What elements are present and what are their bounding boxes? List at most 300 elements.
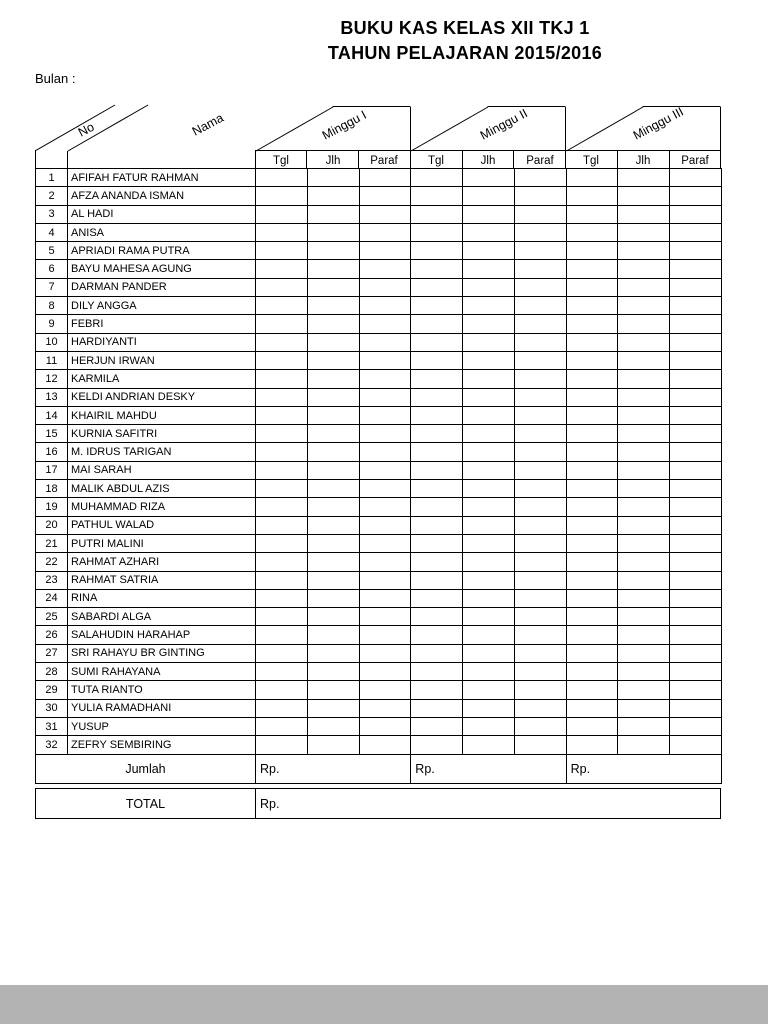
row-number-cell: 20	[36, 516, 68, 534]
week-entry-cell	[514, 461, 566, 479]
week-entry-cell	[514, 315, 566, 333]
row-number-cell: 25	[36, 608, 68, 626]
jumlah-week2-currency: Rp.	[411, 754, 566, 783]
week-entry-cell	[359, 608, 411, 626]
week-entry-cell	[463, 681, 515, 699]
week-entry-cell	[307, 425, 359, 443]
week-entry-cell	[411, 205, 463, 223]
week-entry-cell	[256, 534, 308, 552]
jumlah-label: Jumlah	[36, 754, 256, 783]
week-entry-cell	[256, 205, 308, 223]
week-entry-cell	[463, 461, 515, 479]
week-entry-cell	[411, 461, 463, 479]
week-entry-cell	[411, 608, 463, 626]
week-entry-cell	[463, 278, 515, 296]
week-entry-cell	[670, 608, 722, 626]
week-entry-cell	[670, 663, 722, 681]
table-row	[36, 443, 722, 461]
table-row	[36, 406, 722, 424]
week-entry-cell	[618, 388, 670, 406]
week-entry-cell	[618, 553, 670, 571]
week-entry-cell	[670, 571, 722, 589]
row-number-cell: 1	[36, 169, 68, 187]
week-entry-cell	[566, 278, 618, 296]
week-entry-cell	[618, 480, 670, 498]
week-entry-cell	[463, 205, 515, 223]
week-entry-cell	[618, 169, 670, 187]
week-entry-cell	[411, 443, 463, 461]
week-entry-cell	[463, 370, 515, 388]
week-entry-cell	[256, 187, 308, 205]
week-entry-cell	[307, 443, 359, 461]
week-entry-cell	[411, 717, 463, 735]
week-entry-cell	[411, 187, 463, 205]
week-entry-cell	[514, 242, 566, 260]
week-entry-cell	[566, 333, 618, 351]
week-entry-cell	[256, 663, 308, 681]
week-entry-cell	[618, 205, 670, 223]
week-entry-cell	[670, 681, 722, 699]
week-entry-cell	[670, 333, 722, 351]
week-entry-cell	[411, 297, 463, 315]
week-entry-cell	[307, 644, 359, 662]
week-entry-cell	[256, 553, 308, 571]
week-entry-cell	[307, 297, 359, 315]
week-entry-cell	[307, 699, 359, 717]
week-entry-cell	[670, 388, 722, 406]
week-entry-cell	[514, 644, 566, 662]
week-entry-cell	[256, 169, 308, 187]
week-entry-cell	[359, 406, 411, 424]
week-entry-cell	[411, 626, 463, 644]
table-row	[36, 589, 722, 607]
week-entry-cell	[359, 498, 411, 516]
week-entry-cell	[256, 699, 308, 717]
week-entry-cell	[618, 626, 670, 644]
row-number-cell: 30	[36, 699, 68, 717]
week-entry-cell	[307, 333, 359, 351]
week-entry-cell	[463, 644, 515, 662]
week-entry-cell	[307, 498, 359, 516]
table-row	[36, 297, 722, 315]
week-entry-cell	[307, 736, 359, 754]
subheader-jlh: Jlh	[325, 155, 341, 167]
week-entry-cell	[359, 443, 411, 461]
week-entry-cell	[359, 644, 411, 662]
week-entry-cell	[618, 663, 670, 681]
week-entry-cell	[359, 223, 411, 241]
week-entry-cell	[463, 498, 515, 516]
week-entry-cell	[359, 461, 411, 479]
week-entry-cell	[359, 626, 411, 644]
week-entry-cell	[514, 187, 566, 205]
week-entry-cell	[463, 260, 515, 278]
week-entry-cell	[359, 370, 411, 388]
row-number-cell: 5	[36, 242, 68, 260]
week-entry-cell	[463, 333, 515, 351]
week-entry-cell	[566, 461, 618, 479]
week-entry-cell	[359, 681, 411, 699]
week-entry-cell	[359, 297, 411, 315]
week-entry-cell	[514, 626, 566, 644]
week-entry-cell	[307, 315, 359, 333]
week-entry-cell	[256, 681, 308, 699]
week-entry-cell	[514, 351, 566, 369]
week-entry-cell	[618, 516, 670, 534]
week-entry-cell	[618, 278, 670, 296]
week-entry-cell	[618, 736, 670, 754]
week-entry-cell	[618, 717, 670, 735]
week-entry-cell	[618, 315, 670, 333]
week-entry-cell	[256, 480, 308, 498]
week-entry-cell	[359, 351, 411, 369]
week-entry-cell	[670, 626, 722, 644]
table-row	[36, 187, 722, 205]
row-number-cell: 32	[36, 736, 68, 754]
week-entry-cell	[411, 260, 463, 278]
total-currency: Rp.	[260, 796, 280, 811]
week-entry-cell	[566, 516, 618, 534]
week-entry-cell	[670, 553, 722, 571]
week-entry-cell	[463, 589, 515, 607]
week-entry-cell	[359, 736, 411, 754]
week-entry-cell	[256, 443, 308, 461]
week-entry-cell	[463, 534, 515, 552]
subheader-tgl: Tgl	[428, 155, 444, 167]
table-row	[36, 333, 722, 351]
week-entry-cell	[566, 406, 618, 424]
table-row	[36, 169, 722, 187]
subheader-paraf: Paraf	[370, 155, 398, 167]
week-entry-cell	[670, 589, 722, 607]
week-entry-cell	[670, 370, 722, 388]
row-number-cell: 10	[36, 333, 68, 351]
week-entry-cell	[359, 534, 411, 552]
week-entry-cell	[463, 480, 515, 498]
week-entry-cell	[670, 297, 722, 315]
week-entry-cell	[566, 626, 618, 644]
week-entry-cell	[359, 717, 411, 735]
week-entry-cell	[670, 644, 722, 662]
week-entry-cell	[566, 699, 618, 717]
week-entry-cell	[618, 608, 670, 626]
week-entry-cell	[463, 736, 515, 754]
subheader-tgl: Tgl	[273, 155, 289, 167]
table-row	[36, 736, 722, 754]
week-entry-cell	[566, 315, 618, 333]
student-name-cell: AL HADI	[68, 205, 256, 223]
week-entry-cell	[514, 480, 566, 498]
week-entry-cell	[307, 351, 359, 369]
week-entry-cell	[514, 260, 566, 278]
row-number-cell: 22	[36, 553, 68, 571]
row-number-cell: 7	[36, 278, 68, 296]
title-line-2: TAHUN PELAJARAN 2015/2016	[327, 43, 603, 63]
student-name-cell: YUSUP	[68, 717, 256, 735]
week-entry-cell	[566, 388, 618, 406]
student-name-cell: DILY ANGGA	[68, 297, 256, 315]
week-entry-cell	[359, 388, 411, 406]
week-entry-cell	[359, 205, 411, 223]
row-number-cell: 17	[36, 461, 68, 479]
week-entry-cell	[566, 736, 618, 754]
week-entry-cell	[566, 681, 618, 699]
week-entry-cell	[514, 425, 566, 443]
jumlah-week3-currency: Rp.	[566, 754, 721, 783]
week-entry-cell	[359, 242, 411, 260]
week-entry-cell	[514, 699, 566, 717]
week-entry-cell	[411, 351, 463, 369]
week-entry-cell	[514, 370, 566, 388]
week-entry-cell	[463, 315, 515, 333]
table-row	[36, 351, 722, 369]
week-entry-cell	[463, 516, 515, 534]
week-entry-cell	[463, 169, 515, 187]
header-nama-label: Nama	[189, 110, 226, 139]
week-entry-cell	[256, 717, 308, 735]
week-entry-cell	[359, 187, 411, 205]
week-entry-cell	[670, 516, 722, 534]
student-name-cell: M. IDRUS TARIGAN	[68, 443, 256, 461]
week-entry-cell	[566, 443, 618, 461]
week-entry-cell	[256, 388, 308, 406]
week-entry-cell	[307, 242, 359, 260]
week-entry-cell	[566, 351, 618, 369]
week-entry-cell	[670, 242, 722, 260]
week-entry-cell	[463, 663, 515, 681]
week-entry-cell	[307, 187, 359, 205]
week-entry-cell	[256, 333, 308, 351]
week-entry-cell	[307, 278, 359, 296]
week-entry-cell	[566, 534, 618, 552]
student-name-cell: MUHAMMAD RIZA	[68, 498, 256, 516]
week-entry-cell	[463, 351, 515, 369]
table-row	[36, 699, 722, 717]
week-entry-cell	[463, 443, 515, 461]
student-name-cell: ANISA	[68, 223, 256, 241]
week-entry-cell	[411, 498, 463, 516]
student-name-cell: KURNIA SAFITRI	[68, 425, 256, 443]
student-name-cell: SALAHUDIN HARAHAP	[68, 626, 256, 644]
student-name-cell: DARMAN PANDER	[68, 278, 256, 296]
week-entry-cell	[514, 443, 566, 461]
student-name-cell: HERJUN IRWAN	[68, 351, 256, 369]
week-entry-cell	[566, 242, 618, 260]
row-number-cell: 29	[36, 681, 68, 699]
week-entry-cell	[514, 169, 566, 187]
week-entry-cell	[411, 516, 463, 534]
table-row	[36, 644, 722, 662]
week-entry-cell	[256, 516, 308, 534]
week-entry-cell	[670, 480, 722, 498]
week-entry-cell	[566, 169, 618, 187]
student-name-cell: HARDIYANTI	[68, 333, 256, 351]
week-entry-cell	[566, 571, 618, 589]
week-entry-cell	[411, 736, 463, 754]
student-name-cell: RINA	[68, 589, 256, 607]
row-number-cell: 12	[36, 370, 68, 388]
row-number-cell: 31	[36, 717, 68, 735]
week-entry-cell	[359, 699, 411, 717]
row-number-cell: 28	[36, 663, 68, 681]
week-entry-cell	[463, 608, 515, 626]
table-row	[36, 278, 722, 296]
week-entry-cell	[618, 571, 670, 589]
student-name-cell: BAYU MAHESA AGUNG	[68, 260, 256, 278]
week-entry-cell	[359, 260, 411, 278]
row-number-cell: 15	[36, 425, 68, 443]
week-entry-cell	[359, 663, 411, 681]
week-entry-cell	[514, 717, 566, 735]
week-entry-cell	[411, 169, 463, 187]
page-bottom-band	[0, 985, 768, 1024]
month-label: Bulan :	[35, 71, 76, 86]
week-entry-cell	[670, 699, 722, 717]
row-number-cell: 23	[36, 571, 68, 589]
week-entry-cell	[618, 443, 670, 461]
week-entry-cell	[670, 717, 722, 735]
week-entry-cell	[411, 315, 463, 333]
table-row	[36, 223, 722, 241]
week-entry-cell	[618, 260, 670, 278]
row-number-cell: 2	[36, 187, 68, 205]
week-entry-cell	[463, 553, 515, 571]
student-name-cell: SABARDI ALGA	[68, 608, 256, 626]
table-row	[36, 370, 722, 388]
week-entry-cell	[566, 187, 618, 205]
week-entry-cell	[514, 608, 566, 626]
week-entry-cell	[463, 717, 515, 735]
week-entry-cell	[307, 681, 359, 699]
week-entry-cell	[566, 608, 618, 626]
week-entry-cell	[514, 205, 566, 223]
week-entry-cell	[514, 278, 566, 296]
week-entry-cell	[514, 297, 566, 315]
week-entry-cell	[359, 315, 411, 333]
subheader-jlh: Jlh	[635, 155, 651, 167]
week-entry-cell	[670, 425, 722, 443]
week-entry-cell	[618, 297, 670, 315]
week-entry-cell	[514, 498, 566, 516]
week-entry-cell	[256, 370, 308, 388]
week-entry-cell	[566, 644, 618, 662]
week-entry-cell	[307, 260, 359, 278]
week-entry-cell	[256, 498, 308, 516]
week-entry-cell	[514, 663, 566, 681]
week-entry-cell	[463, 699, 515, 717]
week-entry-cell	[359, 589, 411, 607]
week-entry-cell	[670, 205, 722, 223]
week-entry-cell	[307, 626, 359, 644]
week-entry-cell	[463, 223, 515, 241]
week-entry-cell	[566, 663, 618, 681]
week-entry-cell	[463, 297, 515, 315]
week-entry-cell	[670, 187, 722, 205]
table-row	[36, 480, 722, 498]
row-number-cell: 16	[36, 443, 68, 461]
week-entry-cell	[566, 425, 618, 443]
row-number-cell: 9	[36, 315, 68, 333]
week-entry-cell	[514, 736, 566, 754]
row-number-cell: 4	[36, 223, 68, 241]
week-entry-cell	[256, 736, 308, 754]
week-entry-cell	[618, 187, 670, 205]
week-entry-cell	[307, 461, 359, 479]
week-entry-cell	[359, 480, 411, 498]
jumlah-row	[36, 754, 722, 783]
row-number-cell: 27	[36, 644, 68, 662]
header-no-label: No	[75, 119, 97, 140]
row-number-cell: 24	[36, 589, 68, 607]
week-entry-cell	[514, 571, 566, 589]
week-entry-cell	[618, 333, 670, 351]
student-name-cell: AFIFAH FATUR RAHMAN	[68, 169, 256, 187]
week-entry-cell	[411, 644, 463, 662]
table-diagonal-header	[35, 103, 721, 168]
table-row	[36, 205, 722, 223]
week-entry-cell	[514, 534, 566, 552]
week-entry-cell	[670, 406, 722, 424]
week-entry-cell	[514, 681, 566, 699]
ledger-table	[35, 168, 722, 784]
week-entry-cell	[411, 425, 463, 443]
student-name-cell: KHAIRIL MAHDU	[68, 406, 256, 424]
week-entry-cell	[307, 534, 359, 552]
row-number-cell: 26	[36, 626, 68, 644]
week-entry-cell	[256, 260, 308, 278]
table-row	[36, 260, 722, 278]
subheader-tgl: Tgl	[583, 155, 599, 167]
week-entry-cell	[359, 278, 411, 296]
week-entry-cell	[256, 351, 308, 369]
week-entry-cell	[566, 498, 618, 516]
week-entry-cell	[307, 388, 359, 406]
week-entry-cell	[566, 297, 618, 315]
table-row	[36, 534, 722, 552]
student-name-cell: SUMI RAHAYANA	[68, 663, 256, 681]
week-entry-cell	[514, 516, 566, 534]
table-row	[36, 571, 722, 589]
week-entry-cell	[514, 589, 566, 607]
week-entry-cell	[256, 608, 308, 626]
week-entry-cell	[256, 461, 308, 479]
week-entry-cell	[618, 461, 670, 479]
week-entry-cell	[463, 425, 515, 443]
week-entry-cell	[670, 443, 722, 461]
week-entry-cell	[514, 223, 566, 241]
week-entry-cell	[618, 406, 670, 424]
week-entry-cell	[566, 589, 618, 607]
week-entry-cell	[566, 480, 618, 498]
row-number-cell: 13	[36, 388, 68, 406]
student-name-cell: PATHUL WALAD	[68, 516, 256, 534]
week-entry-cell	[514, 388, 566, 406]
table-row	[36, 663, 722, 681]
week-entry-cell	[307, 480, 359, 498]
week-entry-cell	[307, 663, 359, 681]
week-entry-cell	[514, 553, 566, 571]
total-label: TOTAL	[36, 789, 256, 818]
week-entry-cell	[670, 169, 722, 187]
week-entry-cell	[463, 406, 515, 424]
week-entry-cell	[463, 242, 515, 260]
week-entry-cell	[307, 571, 359, 589]
table-row	[36, 242, 722, 260]
header-week2-label: Minggu II	[477, 106, 530, 143]
table-row	[36, 681, 722, 699]
week-entry-cell	[618, 425, 670, 443]
week-entry-cell	[256, 242, 308, 260]
